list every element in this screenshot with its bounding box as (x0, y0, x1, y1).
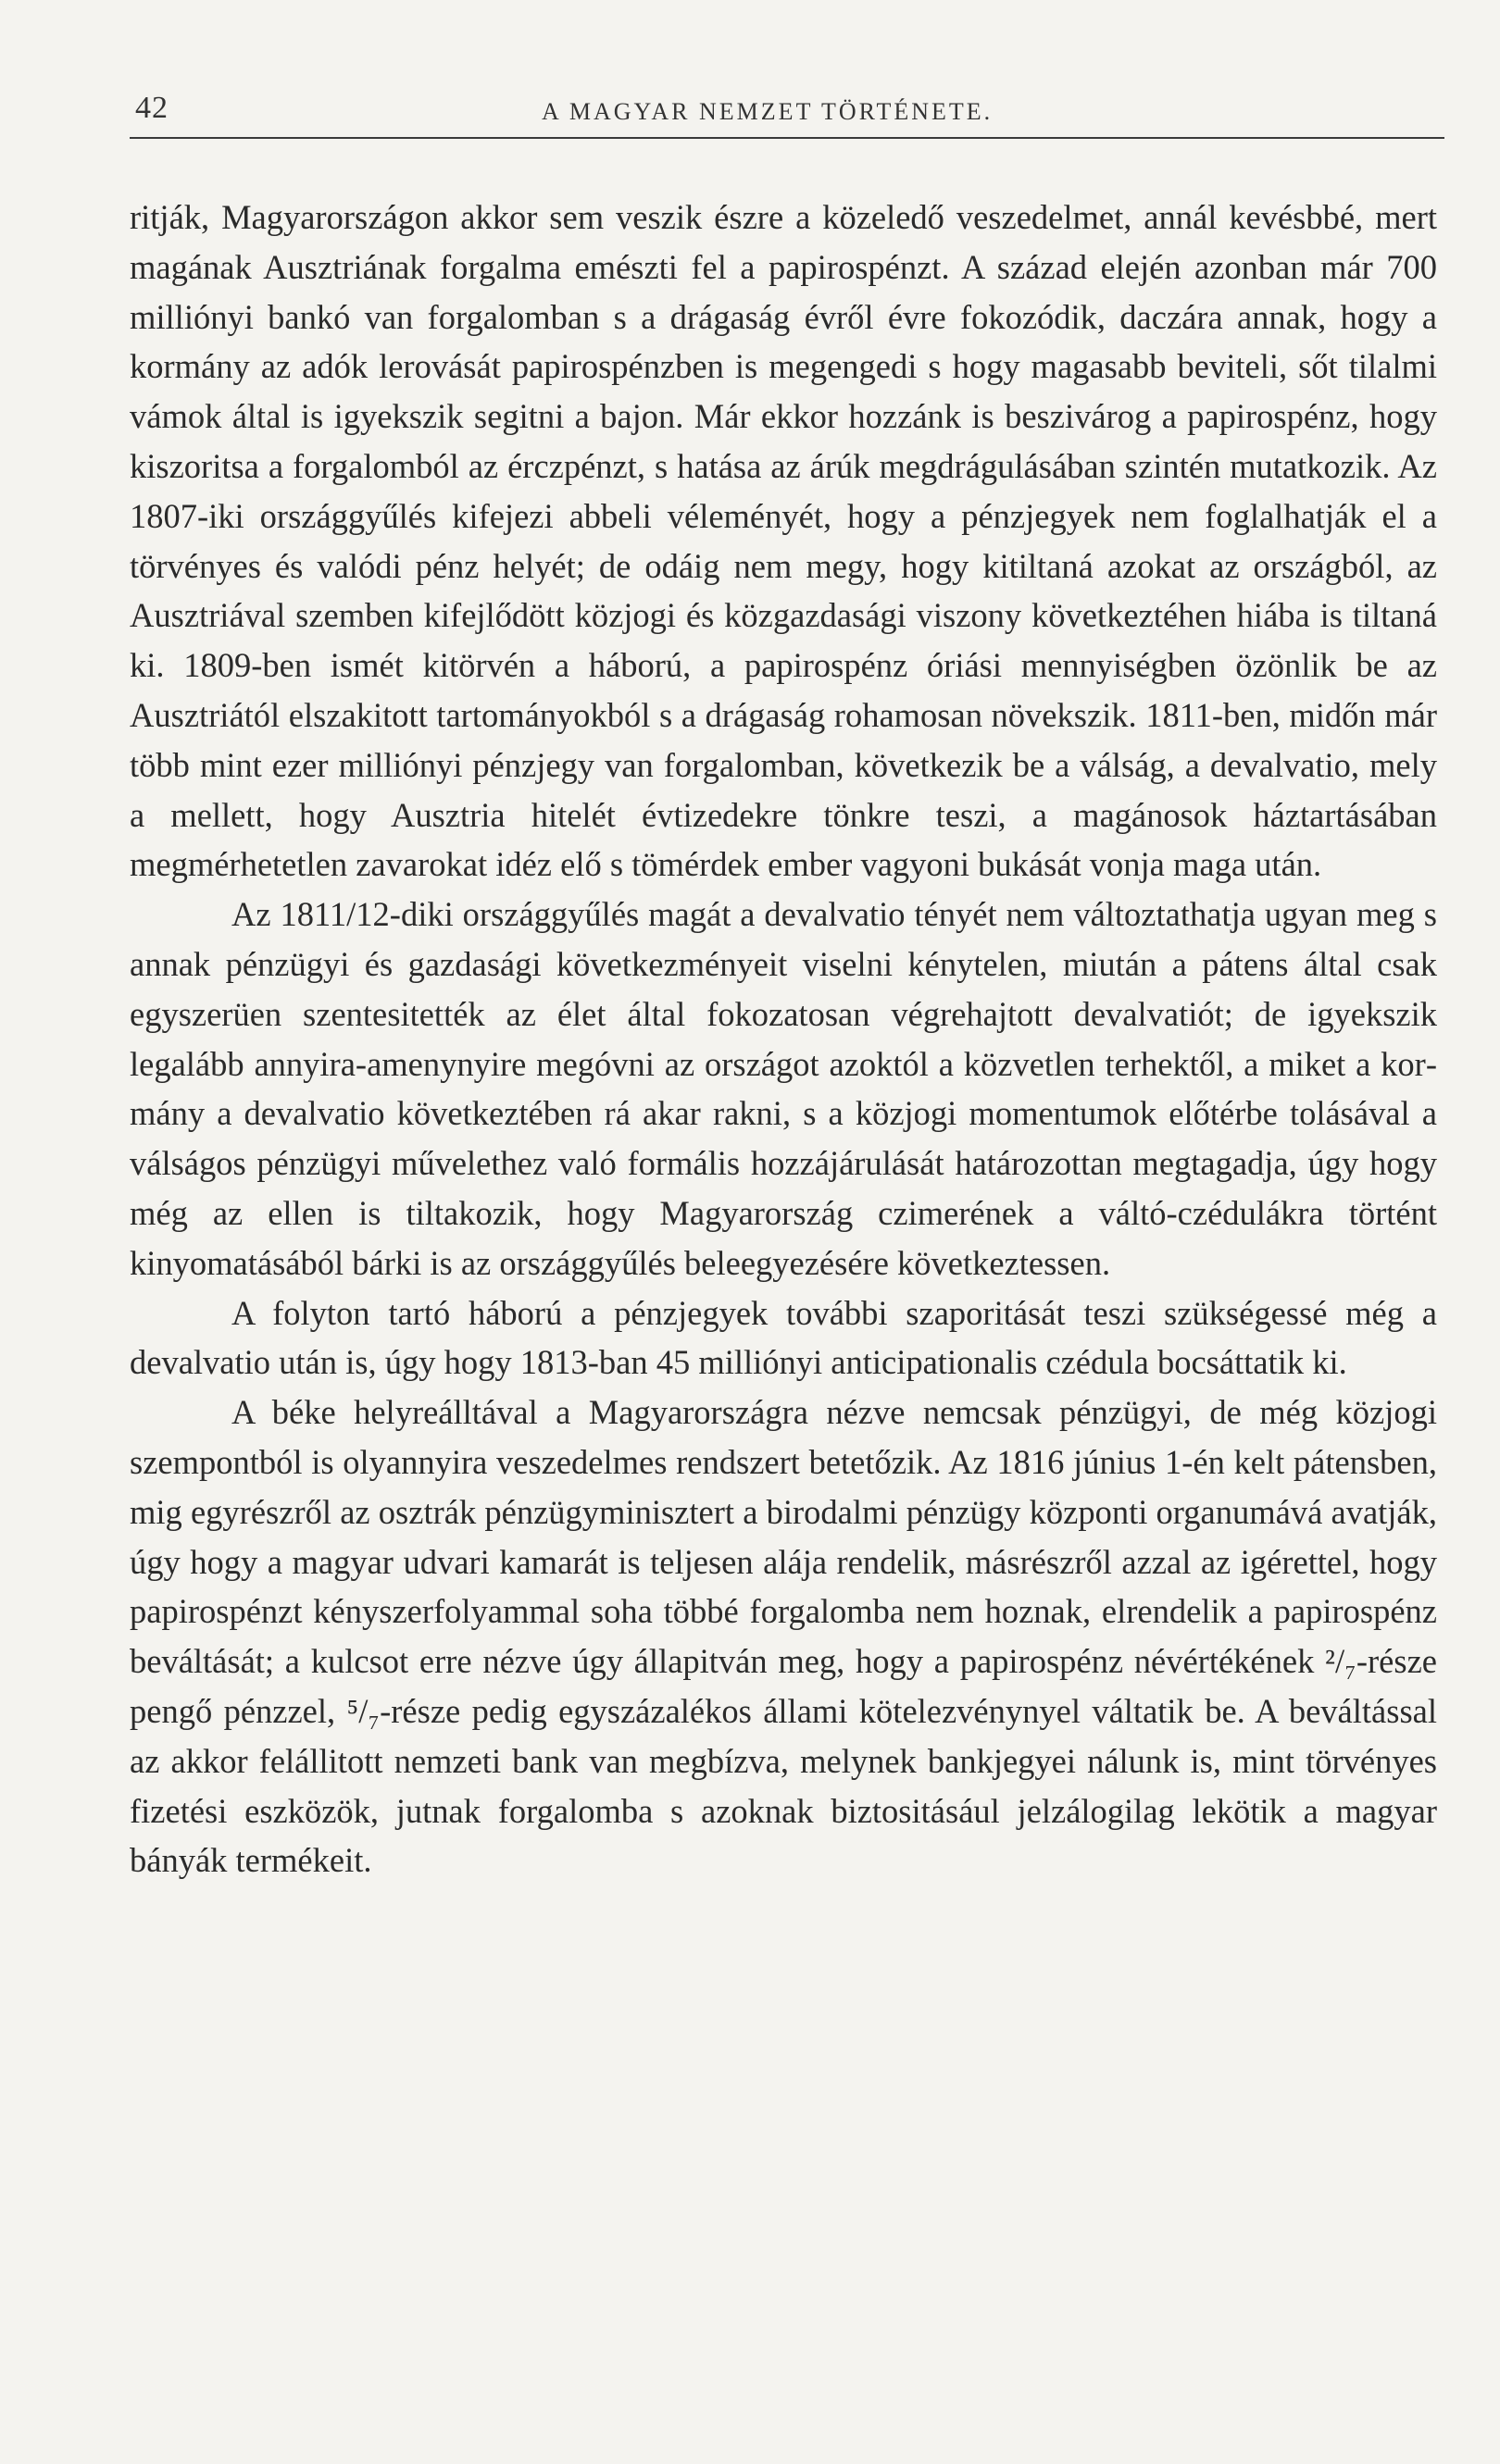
page-number: 42 (135, 91, 169, 125)
running-title: A MAGYAR NEMZET TÖRTÉNETE. (542, 98, 994, 125)
paragraph: Az 1811/12-diki országgyűlés magát a devalvatio tényét nem változtathatja ugyan meg s annak pénzügyi és gazdasági következményeit viselni kénytelen, miután a pátens által csak egyszerüen szentesitették az élet által fokozatosan végrehajtott devalvatiót; de igyekszik legalább annyira-amenynyire megóvni az országot azoktól a közvetlen terhektől, a miket a kormány a devalvatio következtében rá akar rakni, s a közjogi momentumok előtérbe tolásával a válságos pénzügyi művelethez való formális hozzájárulását határozottan megtagadja, úgy hogy még az ellen is tiltakozik, hogy Magyarország czimerének a váltó-czédulákra történt kinyomatásából bárki is az országgyűlés beleegyezésére következtessen. (130, 895, 1437, 1282)
paragraph: A folyton tartó háború a pénzjegyek további szaporitását teszi szükségessé még a devalvatio után is, úgy hogy 1813-ban 45 milliónyi anticipationalis czédula bocsáttatik ki. (130, 1293, 1437, 1382)
paragraph: ritják, Magyarországon akkor sem veszik észre a közeledő veszedelmet, annál kevésbbé, mert magának Ausztriának forgalma emészti fel a papirospénzt. A század elején azonban már 700 milliónyi bankó van forgalomban s a drágaság évről évre fokozódik, daczára annak, hogy a kormány az adók lerovását papirospénzben is megengedi s hogy magasabb beviteli, sőt tilalmi vámok által is igyekszik segitni a bajon. Már ekkor hozzánk is beszivárog a papirospénz, hogy kiszoritsa a forgalomból az érczpénzt, s hatása az árúk megdrágulásában szintén mutatkozik. Az 1807-iki országgyűlés kifejezi abbeli véleményét, hogy a pénzjegyek nem foglalhatják el a törvényes és valódi pénz helyét; de odáig nem megy, hogy kitiltaná azokat az országból, az Ausztriával szemben kifejlődött közjogi és közgazdasági viszony következtéhen hiába is tiltaná ki. 1809-ben ismét kitörvén a háború, a papirospénz óriási mennyiségben özönlik be az Ausztriától elszakitott tartományokból s a drágaság rohamosan növekszik. 1811-ben, midőn már több mint ezer milliónyi pénzjegy van forgalomban, következik be a válság, a devalvatio, mely a mellett, hogy Ausztria hitelét évtizedekre tönkre teszi, a magánosok háztartásában megmérhetetlen zavarokat idéz elő s tömérdek ember vagyoni bukását vonja maga után. (130, 198, 1437, 884)
paragraph: A béke helyreálltával a Magyarországra nézve nemcsak pénzügyi, de még közjogi szempontból is olyannyira veszedelmes rendszert betetőzik. Az 1816 június 1-én kelt pátensben, mig egyrészről az osztrák pénzügyminisztert a birodalmi pénzügy központi organumává avatják, úgy hogy a magyar udvari kamarát is teljesen alája rendelik, másrészről azzal az igérettel, hogy papirospénzt kényszerfolyammal soha többé forgalomba nem hoznak, elrendelik a papirospénz beváltását; a kulcsot erre nézve úgy állapitván meg, hogy a papirospénz névértékének ²/₇-része pengő pénzzel, ⁵/₇-része pedig egyszázalékos állami kötelezvénynyel váltatik be. A beváltással az akkor felállitott nemzeti bank van megbízva, melynek bankjegyei nálunk is, mint törvényes fizetési eszközök, jutnak forgalomba s azoknak biztositásául jelzálogilag lekötik a magyar bányák termékeit. (130, 1393, 1437, 1880)
page-header (130, 91, 1444, 139)
body-text (130, 193, 1437, 1885)
